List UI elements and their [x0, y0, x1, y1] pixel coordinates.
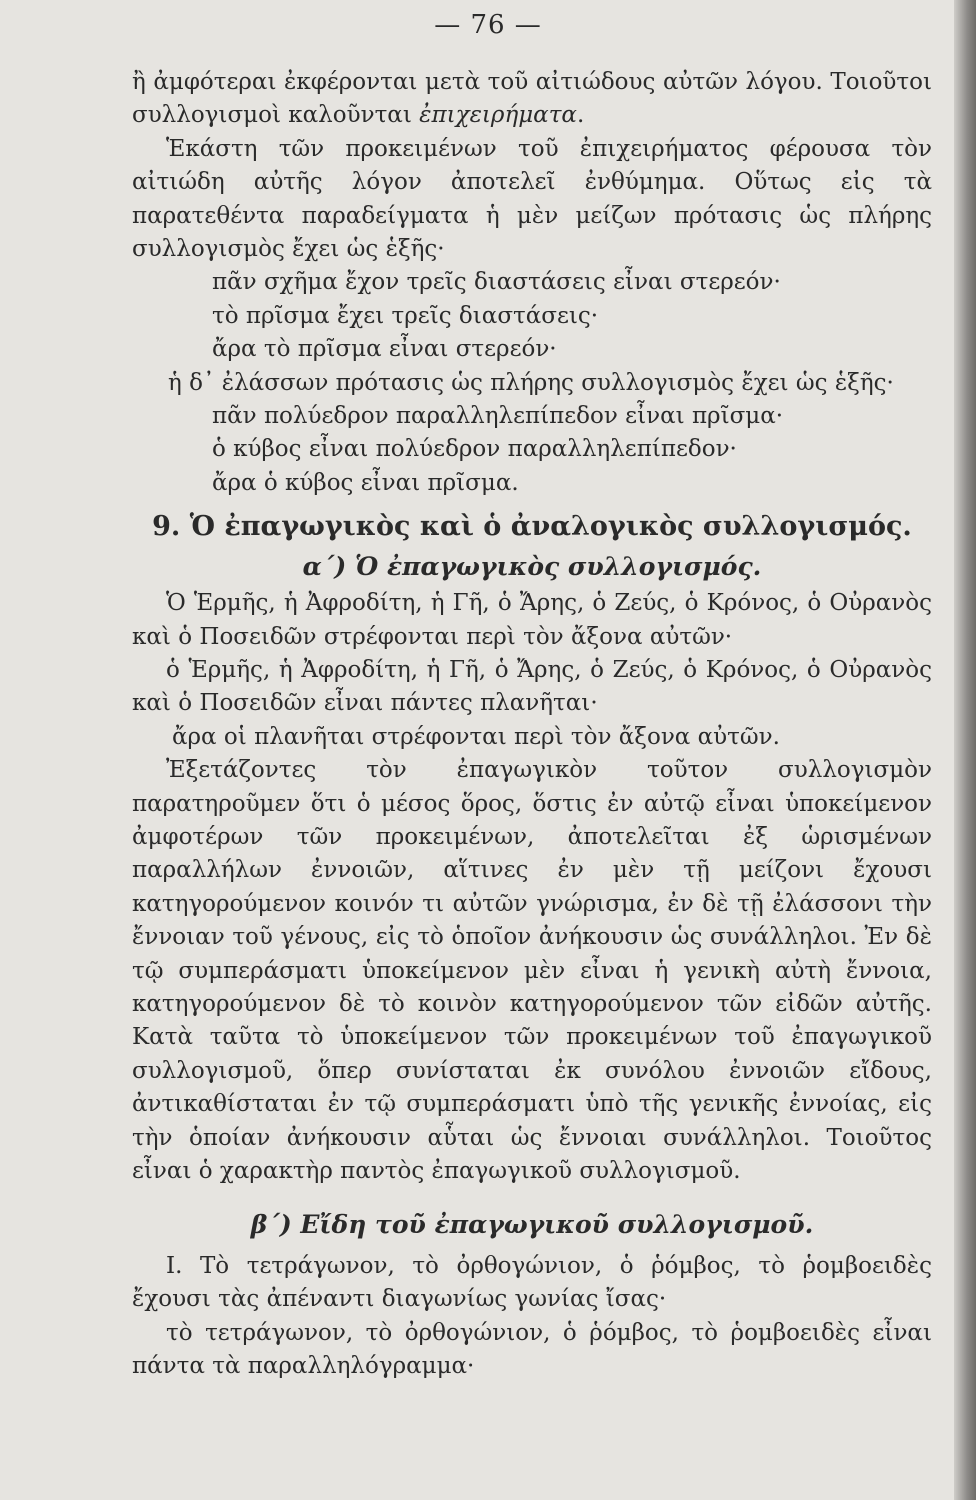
page-body [132, 66, 932, 1383]
subsection-title-b: β΄) Εἴδη τοῦ ἐπαγωγικοῦ συλλογισμοῦ. [250, 1210, 814, 1240]
item-1-premise-2: τὸ τετράγωνον, τὸ ὀρθογώνιον, ὁ ῥόμβος, τὸ ῥομβοειδὲς εἶναι πάντα τὰ παραλληλόγραμμα· [132, 1319, 932, 1380]
syllogism-line: ἄρα ὁ κύβος εἶναι πρῖσμα. [212, 469, 519, 496]
intro-period: . [576, 102, 585, 129]
intro-paragraph [132, 66, 932, 133]
syllogism-line: τὸ πρῖσμα ἔχει τρεῖς διαστάσεις· [212, 302, 599, 329]
intro-text: ἢ ἀμφότεραι ἐκφέρονται μετὰ τοῦ αἰτιώδους αὐτῶν λόγου. Τοιοῦτοι συλλογισμοὶ καλοῦνται [132, 69, 932, 129]
page-number: — 76 — [434, 10, 542, 40]
induction-conclusion: ἄρα οἱ πλανῆται στρέφονται περὶ τὸν ἄξονα αὐτῶν. [172, 723, 780, 750]
syllogism-line: πᾶν σχῆμα ἔχον τρεῖς διαστάσεις εἶναι στερεόν· [212, 269, 781, 296]
item-1-premise-1: Ι. Τὸ τετράγωνον, τὸ ὀρθογώνιον, ὁ ῥόμβος, τὸ ῥομβοειδὲς ἔχουσι τὰς ἀπέναντι διαγωνίως γωνίας ἴσας· [132, 1252, 932, 1313]
enthymeme-paragraph: Ἑκάστη τῶν προκειμένων τοῦ ἐπιχειρήματος φέρουσα τὸν αἰτιώδη αὐτῆς λόγον ἀποτελεῖ ἐνθύμημα. Οὕτως εἰς τὰ παρατεθέντα παραδείγματα ἡ μὲν μείζων πρότασις ὡς πλήρης συλλογισμὸς ἔχει ὡς ἑξῆς· [132, 135, 932, 263]
induction-premise-1: Ὁ Ἑρμῆς, ἡ Ἀφροδίτη, ἡ Γῆ, ὁ Ἄρης, ὁ Ζεύς, ὁ Κρόνος, ὁ Οὐρανὸς καὶ ὁ Ποσειδῶν στρέφονται περὶ τὸν ἄξονα αὐτῶν· [132, 590, 932, 650]
syllogism-line: πᾶν πολύεδρον παραλληλεπίπεδον εἶναι πρῖσμα· [212, 403, 784, 430]
syllogism-line: ὁ κύβος εἶναι πολύεδρον παραλληλεπίπεδον· [212, 436, 737, 463]
subsection-title-a: α΄) Ὁ ἐπαγωγικὸς συλλογισμός. [302, 551, 762, 581]
syllogism-minor [132, 400, 932, 500]
minor-premise-lead: ἡ δ᾽ ἐλάσσων πρότασις ὡς πλήρης συλλογισμὸς ἔχει ὡς ἑξῆς· [168, 369, 894, 396]
explanation-paragraph: Ἐξετάζοντες τὸν ἐπαγωγικὸν τοῦτον συλλογισμὸν παρατηροῦμεν ὅτι ὁ μέσος ὅρος, ὅστις ἐν αὐτῷ εἶναι ὑποκείμενον ἀμφοτέρων τῶν προκειμένων, ἀποτελεῖται ἐξ ὡρισμένων παραλλήλων ἐννοιῶν, αἵτινες ἐν μὲν τῇ μείζονι ἔχουσι κατηγορούμενον κοινόν τι αὐτῶν γνώρισμα, ἐν δὲ τῇ ἐλάσσονι τὴν ἔννοιαν τοῦ γένους, εἰς τὸ ὁποῖον ἀνήκουσιν ὡς συνάλληλοι. Ἐν δὲ τῷ συμπεράσματι ὑποκείμενον μὲν εἶναι ἡ γενικὴ αὐτὴ ἔννοια, κατηγορούμενον δὲ τὸ κοινὸν κατηγορούμενον τῶν εἰδῶν αὐτῆς. Κατὰ ταῦτα τὸ ὑποκείμενον τῶν προκειμένων τοῦ ἐπαγωγικοῦ συλλογισμοῦ, ὅπερ συνίσταται ἐκ συνόλου ἐννοιῶν εἴδους, ἀντικαθίσταται ἐν τῷ συμπεράσματι ὑπὸ τῆς γενικῆς ἐννοίας, εἰς τὴν ὁποίαν ἀνήκουσιν αὗται ὡς ἔννοιαι συνάλληλοι. Τοιοῦτος εἶναι ὁ χαρακτὴρ παντὸς ἐπαγωγικοῦ συλλογισμοῦ. [132, 757, 932, 1184]
book-spine-shadow [954, 0, 976, 1500]
intro-emphasis: ἐπιχειρήματα [419, 102, 577, 129]
induction-premise-2: ὁ Ἑρμῆς, ἡ Ἀφροδίτη, ἡ Γῆ, ὁ Ἄρης, ὁ Ζεύς, ὁ Κρόνος, ὁ Οὐρανὸς καὶ ὁ Ποσειδῶν εἶναι πάντες πλανῆται· [132, 656, 932, 717]
syllogism-line: ἄρα τὸ πρῖσμα εἶναι στερεόν· [212, 336, 557, 363]
section-title: 9. Ὁ ἐπαγωγικὸς καὶ ὁ ἀναλογικὸς συλλογισμός. [152, 511, 912, 543]
syllogism-major [132, 266, 932, 366]
